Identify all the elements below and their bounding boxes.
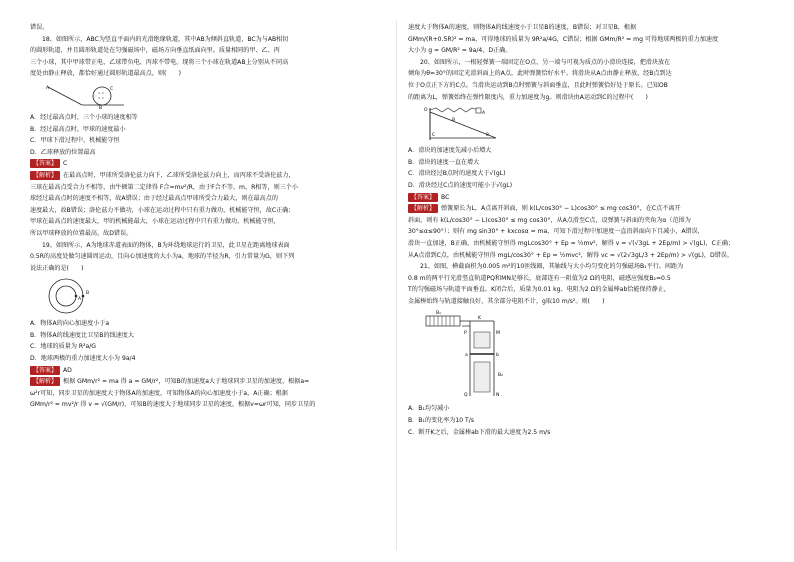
figure-19-orbit <box>46 277 106 315</box>
answer-tag: 【答案】 <box>408 193 438 202</box>
label-c: C <box>432 133 436 139</box>
label-q: Q <box>464 393 468 399</box>
analysis-tag: 【解析】 <box>408 204 438 213</box>
text-line: T的匀强磁场与轨道平面垂直。K闭合后，质量为0.01 kg、电阻为2 Ω的金属棒ab恰能保持静止， <box>408 286 670 294</box>
text-line: 斜面，则有 k(L/cos30° − L)cos30° ≤ mg cos30°，从A点滑至C点，设弹簧与斜面的夹角为α（范围为 <box>408 216 691 224</box>
label-theta: θ <box>486 133 489 139</box>
text-line: 0.5R的高度处做匀速圆周运动，且向心加速度的大小为a，地球的半径为R，引力常量为G，则下列 <box>30 253 295 261</box>
text-line: 度处由静止释放，都恰好通过圆形轨道最高点，则( ) <box>30 70 182 78</box>
analysis-text: 在最高点时，甲球所受洛伦兹力向下，乙球所受洛伦兹力向上，而丙球不受洛伦兹力， <box>63 171 295 179</box>
figure-21-coil-rails <box>424 310 534 400</box>
option-d: D．滑块经过C点的速度可能小于√(gL) <box>408 181 513 189</box>
text-line: 球经过最高点时的速度不相等，故A错误；由于经过最高点甲球所受合力最大，则在最高点的 <box>30 195 278 203</box>
text-line: 位于O点正下方的C点。当滑块运动到B点时弹簧与斜面垂直，且此时弹簧恰好处于原长。已知OB <box>408 81 668 89</box>
text-line: 滑块一直加速，B正确，由机械能守恒得 mgLcos30° + Ep = ½mv²，解得 v = √(√3gL + 2Ep/m) > √(gL)，C正确； <box>408 239 735 247</box>
option-c: C．地球的质量为 R²a/G <box>30 343 97 351</box>
question-21-stem: 21、如图，横截面积为0.005 m²的10匝线圈，其轴线与大小均匀变化的匀强磁场B₁平行。间距为 <box>420 263 684 271</box>
text-line: 30°≤α≤90°）；则有 mg sin30° + kxcosα = ma，可知下滑过程中加速度一直沿斜面向下且减小，A错误， <box>408 228 704 236</box>
label-b2: B₂ <box>498 373 503 379</box>
text-line: 三个小球，其中甲球带正电、乙球带负电、丙球不带电。现将三个小球在轨道AB上分别从不同高 <box>30 58 289 66</box>
option-b: B．滑块的速度一直在增大 <box>408 158 480 166</box>
text-line: 三球在最高点受合力不相等，由牛顿第二定律得 F合=mv²/R，由于F合不等，m、R相等，则三个小 <box>30 183 298 191</box>
label-a: A <box>78 297 82 303</box>
label-p: P <box>464 331 467 337</box>
text-line: 从A点滑到C点，由机械能守恒得 mgL/cos30° + Ep = ½mvc²，解得 vc = √(2√3gL/3 + 2Ep/m) > √(gL)，D错误。 <box>408 251 733 259</box>
text-line: GMm/(R+0.5R)² = ma，可得地球的质量为 9R²a/4G，C错误；根据 GMm/R² = mg 可得地球两极的重力加速度 <box>408 35 719 43</box>
right-column <box>408 22 758 438</box>
text-line: GMm/r² = mv²/r 得 v = √(GM/r)，可知B的速度大于地球同步卫星的速度，根据v=ωr可知，同步卫星的 <box>30 401 316 409</box>
label-k: K <box>478 316 481 322</box>
label-b: B <box>452 118 456 124</box>
label-b: B <box>86 291 90 297</box>
question-18-stem: 18、如图所示，ABC为竖直平面内的光滑绝缘轨道，其中AB为倾斜直轨道，BC为与AB相切 <box>42 35 289 43</box>
figure-18-track <box>46 83 126 109</box>
svg-text:× ×: × × <box>98 95 104 100</box>
option-c: C．滑块经过B点时的速度大于√(gL) <box>408 170 506 178</box>
answer-tag: 【答案】 <box>30 159 60 168</box>
text-line: 所以甲球释放的位置最高，故D错误。 <box>30 229 133 237</box>
analysis-text: 根据 GMm/r² = ma 得 a = GM/r²，可知B的加速度a大于地球同步卫星的加速度，根据a= <box>63 378 310 386</box>
option-a: A．B₁均匀减小 <box>408 405 450 413</box>
option-a: A．经过最高点时，三个小球的速度相等 <box>30 113 138 121</box>
option-a: A．滑块的加速度先减小后增大 <box>408 147 492 155</box>
text-line: 的圆形轨道，并且圆形轨道处在匀强磁场中，磁场方向垂直纸面向里。质量相同的甲、乙、丙 <box>30 47 280 55</box>
text-line: 速度大于物体A的速度，则物体A的线速度小于卫星B的速度，B错误；对卫星B，根据 <box>408 24 637 31</box>
svg-text:× ×: × × <box>98 90 104 95</box>
coil-rail-diagram <box>424 310 534 400</box>
label-a: a <box>465 353 468 359</box>
incline-circle-diagram <box>46 83 126 109</box>
label-n: N <box>496 393 500 399</box>
label-b: b <box>496 353 499 359</box>
option-c: C．断开K之后，金属棒ab下滑的最大速度为2.5 m/s <box>408 428 551 436</box>
point-b-label: B <box>99 105 103 109</box>
question-20-stem: 20、如图所示，一根轻弹簧一端固定在O点，另一端与可视为质点的小滑块连接，把滑块放在 <box>420 58 671 66</box>
point-c-label: C <box>110 86 114 92</box>
text-line: 大小为 g = GM/R² = 9a/4，D正确。 <box>408 47 512 55</box>
text-line: 速度最大，故B错误；洛伦兹力不做功，小球在运动过程中只有重力做功，机械能守恒，故C正确； <box>30 206 295 214</box>
label-b1: B₁ <box>436 311 441 317</box>
option-a: A．物体A的向心加速度小于a <box>30 320 110 328</box>
column-divider <box>396 20 397 550</box>
option-b: B．经过最高点时，甲球的速度最小 <box>30 125 126 133</box>
text-line: 的距离为L，弹簧始终在弹性限度内，重力加速度为g。则滑块由A运动到C的过程中( ) <box>408 93 648 101</box>
label-o: O <box>424 108 428 114</box>
text-line: 错误。 <box>30 24 49 31</box>
answer-value: C <box>63 160 68 168</box>
text-line: 倾角为θ=30°的固定光滑斜面上的A点，此时弹簧恰好水平。将滑块从A点由静止释放，经B点到达 <box>408 70 672 78</box>
option-b: B．物体A的线速度比卫星B的线速度大 <box>30 331 134 339</box>
left-column <box>30 22 380 411</box>
text-line: ω²r可知，同步卫星的加速度大于物体A的加速度，可知物体A的向心加速度小于a，A正确；根据 <box>30 389 288 397</box>
text-line: 金属棒始终与轨道接触良好，其余部分电阻不计，g取10 m/s²。则( ) <box>408 297 605 305</box>
earth-orbit-diagram <box>46 277 106 315</box>
spring-incline-diagram <box>424 106 504 142</box>
label-a: A <box>482 111 486 117</box>
question-19-stem: 19、如图所示，A为地球赤道表面的物体，B为环绕地球运行的卫星，此卫星在距离地球表面 <box>42 241 290 249</box>
point-a-label: A <box>46 85 50 91</box>
analysis-text: 弹簧原长为L，A点离开斜面，则 k(L/cos30° − L)cos30° ≤ mg cos30°，在C点不离开 <box>441 205 681 213</box>
option-c: C．甲球下滑过程中，机械能守恒 <box>30 137 120 145</box>
answer-value: AD <box>63 366 72 374</box>
answer-value: BC <box>441 193 450 201</box>
analysis-tag: 【解析】 <box>30 171 60 180</box>
figure-20-spring-incline <box>424 106 504 142</box>
text-line: 甲球在最高点的速度最大，甲的机械能最大，小球在运动过程中只有重力做功，机械能守恒， <box>30 218 280 226</box>
option-b: B．B₁的变化率为10 T/s <box>408 417 475 425</box>
text-line: 0.8 m的两平行光滑竖直轨道PQ和MN足够长，底部连有一阻值为2 Ω的电阻，磁感应强度B₂=0.5 <box>408 274 671 282</box>
answer-tag: 【答案】 <box>30 366 60 375</box>
label-m: M <box>496 331 500 337</box>
option-d: D．乙球释放的位置最高 <box>30 148 96 156</box>
option-d: D．地球两极的重力加速度大小为 9a/4 <box>30 355 136 363</box>
text-line: 说法正确的是( ) <box>30 264 84 272</box>
analysis-tag: 【解析】 <box>30 377 60 386</box>
